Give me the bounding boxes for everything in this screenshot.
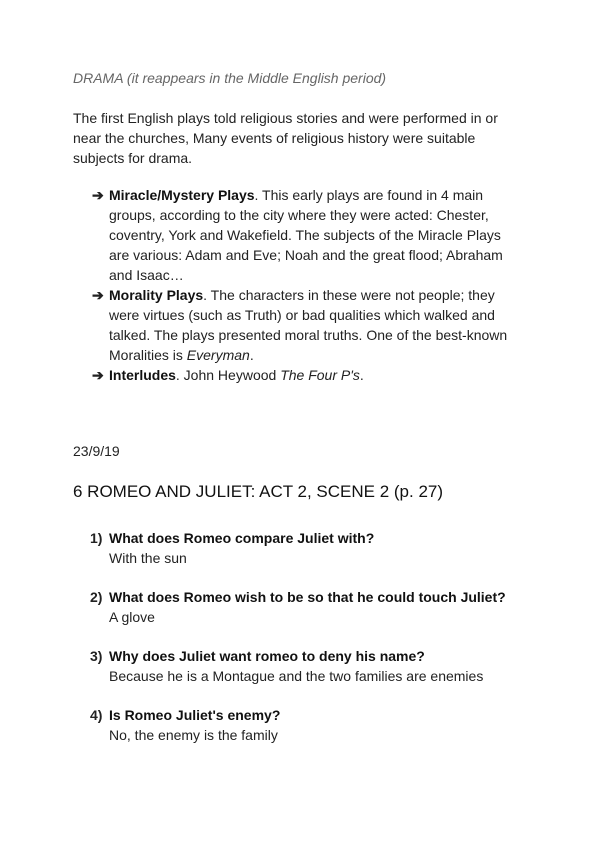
bullet-text: . This early plays are found in 4 main groups, according to the city where they were acted: Chester, coventry, York and Wakefield. The subjects of the Miracle Plays are various: Adam and Eve; Noah and the great flood; Abraham and Isaac… <box>109 187 503 283</box>
question-item-3 <box>90 646 550 686</box>
question-number: 3) <box>90 648 103 664</box>
question-text: What does Romeo compare Juliet with? <box>109 530 375 546</box>
question-text: Why does Juliet want romeo to deny his name? <box>109 648 425 664</box>
bullet-term: Morality Plays <box>109 287 204 303</box>
question-text: What does Romeo wish to be so that he could touch Juliet? <box>109 589 506 605</box>
drama-bullet-list <box>92 185 512 385</box>
question-number: 1) <box>90 530 103 546</box>
bullet-interludes <box>92 365 512 385</box>
question-item-4 <box>90 705 550 745</box>
bullet-tail: . <box>249 347 254 363</box>
question-item-2 <box>90 587 550 627</box>
drama-heading: DRAMA (it reappears in the Middle English period) <box>73 70 387 86</box>
bullet-morality-plays <box>92 285 512 365</box>
bullet-text: . John Heywood <box>175 367 281 383</box>
bullet-miracle-plays <box>92 185 512 285</box>
section-title: 6 ROMEO AND JULIET: ACT 2, SCENE 2 (p. 27) <box>73 482 444 501</box>
question-text: Is Romeo Juliet's enemy? <box>109 707 281 723</box>
date-label: 23/9/19 <box>73 443 120 459</box>
bullet-term: Miracle/Mystery Plays <box>109 187 255 203</box>
bullet-italic: The Four P's <box>280 367 360 383</box>
answer-text: With the sun <box>109 550 187 566</box>
question-number: 2) <box>90 589 103 605</box>
question-item-1 <box>90 528 550 568</box>
answer-text: No, the enemy is the family <box>109 727 278 743</box>
answer-text: A glove <box>109 609 155 625</box>
arrow-bullet-icon: ➔ <box>92 367 104 383</box>
bullet-text: . The characters in these were not people; they were virtues (such as Truth) or bad qualities which walked and talked. The plays presented moral truths. One of the best-known Moralities is <box>109 287 508 363</box>
bullet-term: Interludes <box>109 367 176 383</box>
bullet-italic: Everyman <box>186 347 250 363</box>
bullet-tail: . <box>359 367 364 383</box>
intro-paragraph: The first English plays told religious stories and were performed in or near the churches, Many events of religious history were suitable subjects for drama. <box>73 110 498 166</box>
arrow-bullet-icon: ➔ <box>92 287 104 303</box>
question-number: 4) <box>90 707 103 723</box>
answer-text: Because he is a Montague and the two families are enemies <box>109 668 484 684</box>
arrow-bullet-icon: ➔ <box>92 187 104 203</box>
